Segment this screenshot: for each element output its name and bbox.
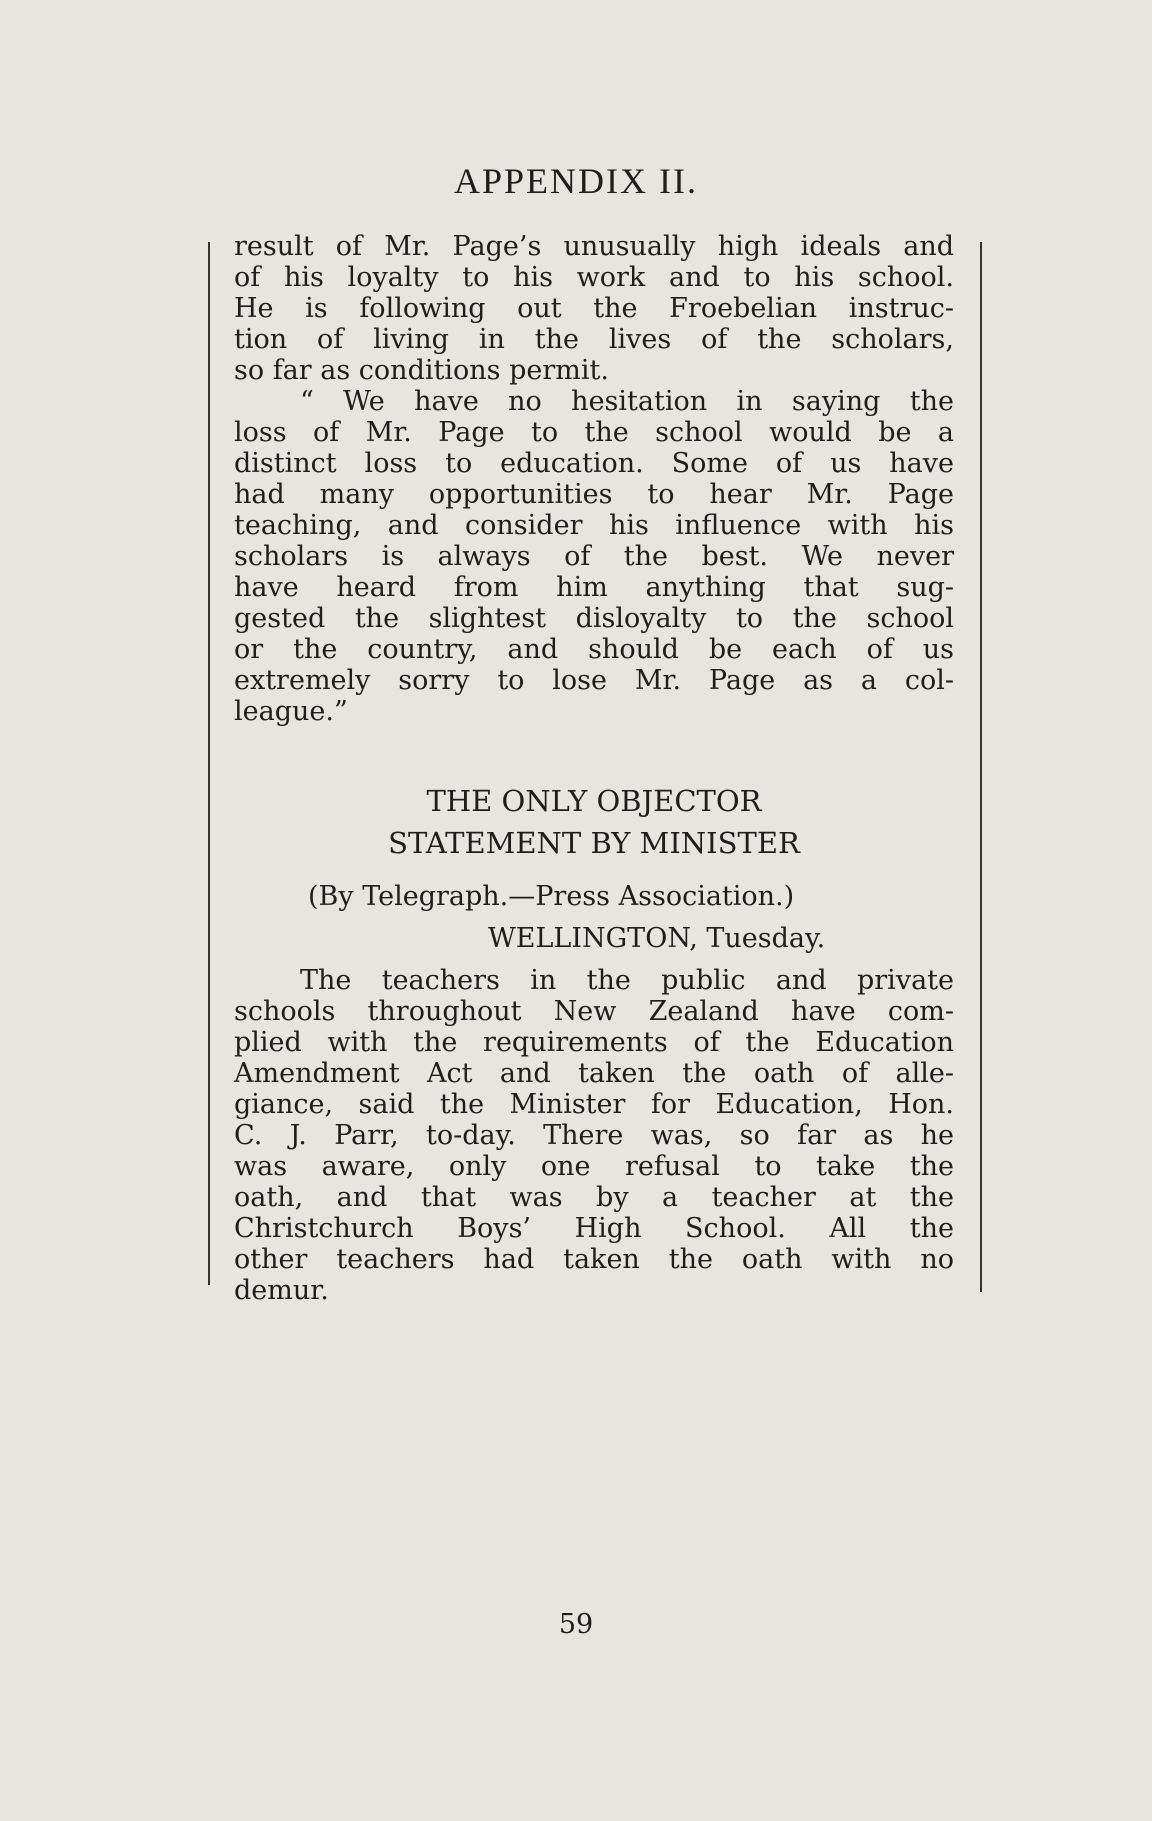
text-line: loss of Mr. Page to the school would be a	[234, 417, 954, 448]
text-line: Christchurch Boys’ High School. All the	[234, 1213, 954, 1244]
article-heading-secondary: STATEMENT BY MINISTER	[388, 826, 800, 860]
text-line: scholars is always of the best. We never	[234, 541, 954, 572]
text-line: teaching, and consider his influence with his	[234, 510, 954, 541]
text-line: giance, said the Minister for Education, Hon.	[234, 1089, 954, 1120]
text-line: result of Mr. Page’s unusually high ideals and	[234, 231, 954, 262]
article-byline: (By Telegraph.—Press Association.)	[308, 881, 795, 912]
article-dateline: WELLINGTON, Tuesday.	[488, 923, 826, 954]
text-line: have heard from him anything that sug-	[234, 572, 954, 603]
quote-paragraph	[234, 386, 954, 727]
text-line: He is following out the Froebelian instruc-	[234, 293, 954, 324]
right-margin-rule	[980, 242, 982, 1292]
text-line: had many opportunities to hear Mr. Page	[234, 479, 954, 510]
text-line: extremely sorry to lose Mr. Page as a col-	[234, 665, 954, 696]
text-line: league.”	[234, 696, 348, 727]
text-line: Amendment Act and taken the oath of alle-	[234, 1058, 954, 1089]
left-margin-rule	[208, 242, 210, 1285]
text-line: The teachers in the public and private	[300, 965, 954, 996]
page-number: 59	[558, 1609, 594, 1640]
text-line: distinct loss to education. Some of us have	[234, 448, 954, 479]
text-line: of his loyalty to his work and to his school.	[234, 262, 954, 293]
text-line: so far as conditions permit.	[234, 355, 609, 386]
text-line: “ We have no hesitation in saying the	[300, 386, 954, 417]
text-line: gested the slightest disloyalty to the school	[234, 603, 954, 634]
text-line: other teachers had taken the oath with no	[234, 1244, 954, 1275]
appendix-title: APPENDIX II.	[454, 161, 698, 201]
text-line: schools throughout New Zealand have com-	[234, 996, 954, 1027]
text-line: tion of living in the lives of the scholars,	[234, 324, 954, 355]
text-line: C. J. Parr, to-day. There was, so far as he	[234, 1120, 954, 1151]
article-heading-primary: THE ONLY OBJECTOR	[426, 784, 762, 818]
text-line: demur.	[234, 1275, 329, 1306]
text-line: was aware, only one refusal to take the	[234, 1151, 954, 1182]
continuation-paragraph	[234, 231, 954, 386]
text-line: or the country, and should be each of us	[234, 634, 954, 665]
text-line: plied with the requirements of the Education	[234, 1027, 954, 1058]
article-body	[234, 965, 954, 1306]
text-line: oath, and that was by a teacher at the	[234, 1182, 954, 1213]
